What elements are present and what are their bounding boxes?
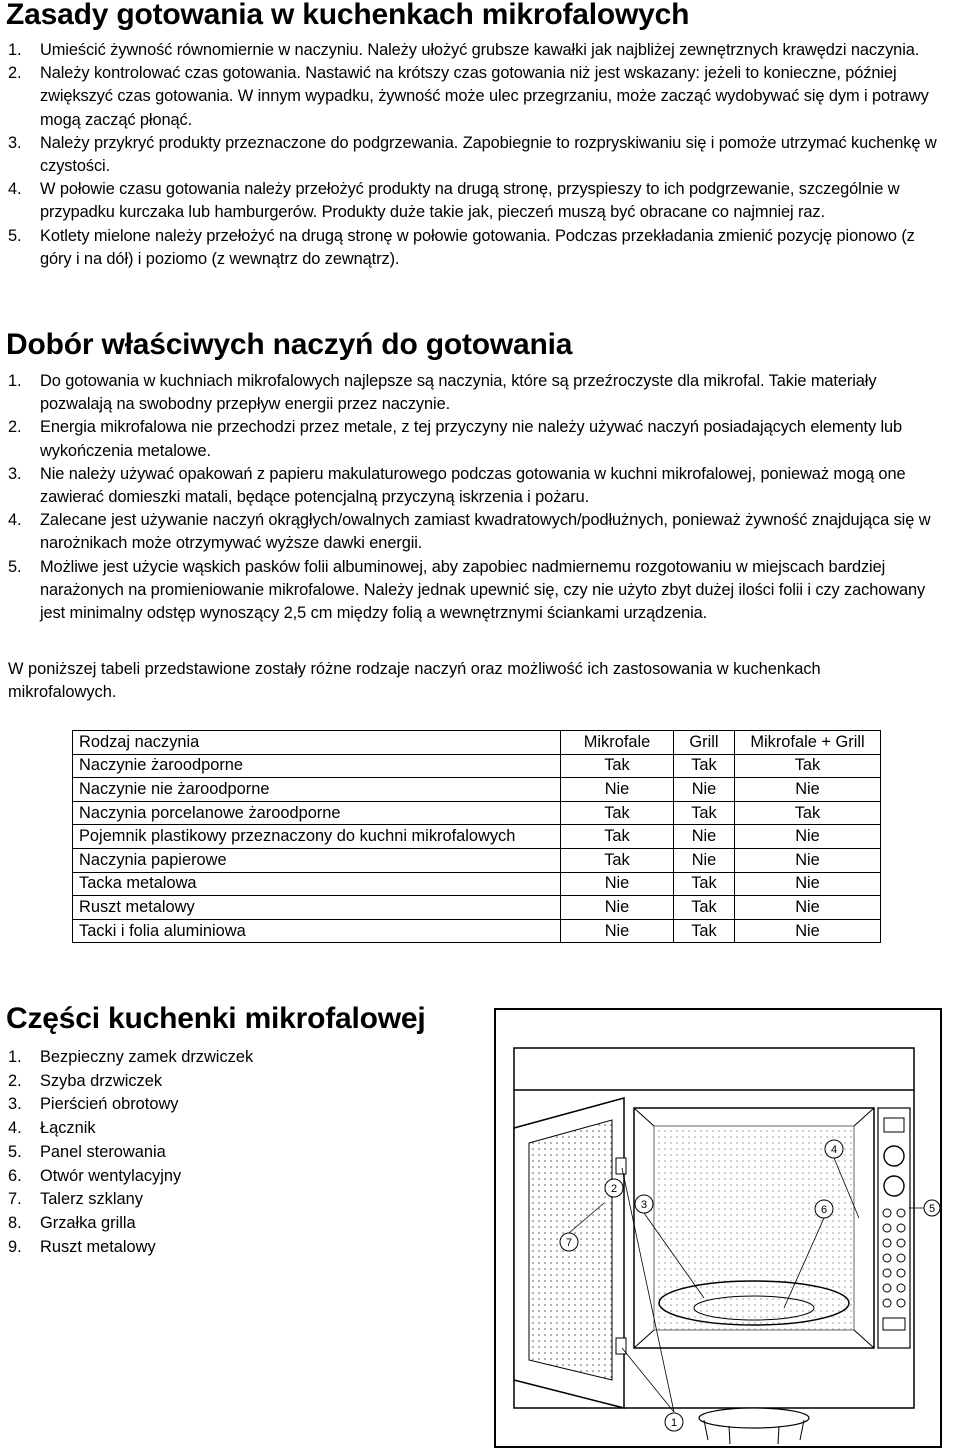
table-row bbox=[73, 896, 881, 920]
item-number: 1. bbox=[8, 1048, 22, 1066]
table-cell: Nie bbox=[561, 872, 674, 896]
table-cell: Tak bbox=[561, 848, 674, 872]
table-cell: Nie bbox=[674, 778, 735, 802]
cookware-rules-list bbox=[8, 370, 948, 625]
cookware-rule-1 bbox=[8, 370, 948, 416]
cookware-rule-3 bbox=[8, 463, 948, 509]
part-item-1 bbox=[8, 1046, 253, 1070]
table-cell: Pojemnik plastikowy przeznaczony do kuchni mikrofalowych bbox=[73, 825, 561, 849]
item-text: Pierścień obrotowy bbox=[40, 1095, 179, 1114]
table-cell: Nie bbox=[735, 896, 881, 920]
table-cell: Tak bbox=[674, 896, 735, 920]
table-cell: Tak bbox=[561, 801, 674, 825]
table-cell: Naczynia porcelanowe żaroodporne bbox=[73, 801, 561, 825]
part-item-2 bbox=[8, 1070, 253, 1094]
item-text: Należy kontrolować czas gotowania. Nastawić na krótszy czas gotowania niż jest wskazany: jeżeli to konieczne, później zwiększyć czas gotowania. W innym wypadku, żywność może ulec przegrzaniu, może zacząć wydobywać się dym i potrawy mogą zacząć płonąć. bbox=[40, 64, 929, 129]
metal-rack bbox=[699, 1408, 809, 1428]
microwave-illustration bbox=[494, 1008, 942, 1448]
callout-1: 1 bbox=[670, 1417, 678, 1429]
table-row bbox=[73, 778, 881, 802]
item-text: W połowie czasu gotowania należy przełożyć produkty na drugą stronę, przyspieszy to ich podgrzewanie, szczególnie w przypadku kurczaka lub hamburgerów. Produkty duże takie jak, pieczeń muszą być obracane co najmniej raz. bbox=[40, 180, 900, 222]
table-cell: Nie bbox=[735, 825, 881, 849]
section-title-parts: Części kuchenki mikrofalowej bbox=[6, 1002, 426, 1035]
table-cell: Nie bbox=[735, 872, 881, 896]
item-text: Zalecane jest używanie naczyń okrągłych/owalnych zamiast kwadratowych/podłużnych, ponieważ żywność znajdująca się w narożnikach może otrzymywać wyższe dawki energii. bbox=[40, 511, 931, 553]
cooking-rule-1 bbox=[8, 39, 948, 62]
item-text: Szyba drzwiczek bbox=[40, 1071, 163, 1090]
table-cell: Ruszt metalowy bbox=[73, 896, 561, 920]
table-header-cell: Rodzaj naczynia bbox=[73, 731, 561, 755]
callout-4: 4 bbox=[830, 1144, 838, 1156]
section-title-cooking-rules: Zasady gotowania w kuchenkach mikrofalowych bbox=[6, 0, 690, 31]
table-cell: Naczynie nie żaroodporne bbox=[73, 778, 561, 802]
table-cell: Nie bbox=[561, 896, 674, 920]
section-title-cookware: Dobór właściwych naczyń do gotowania bbox=[6, 328, 573, 361]
table-cell: Nie bbox=[561, 778, 674, 802]
item-text: Łącznik bbox=[40, 1119, 96, 1138]
cooking-rule-5 bbox=[8, 225, 948, 271]
cavity-back-wall bbox=[654, 1126, 854, 1330]
item-number: 1. bbox=[8, 372, 22, 390]
table-cell: Tak bbox=[561, 825, 674, 849]
item-number: 4. bbox=[8, 180, 22, 199]
table-cell: Tacki i folia aluminiowa bbox=[73, 919, 561, 943]
table-row bbox=[73, 848, 881, 872]
table-intro-text: W poniższej tabeli przedstawione zostały różne rodzaje naczyń oraz możliwość ich zastosowania w kuchenkach mikrofalowych. bbox=[8, 660, 821, 701]
cookware-rule-2 bbox=[8, 416, 948, 462]
display bbox=[884, 1118, 904, 1132]
callout-5: 5 bbox=[928, 1203, 936, 1215]
table-row bbox=[73, 872, 881, 896]
item-text: Bezpieczny zamek drzwiczek bbox=[40, 1048, 254, 1066]
item-text: Należy przykryć produkty przeznaczone do podgrzewania. Zapobiegnie to rozpryskiwaniu się i pomoże utrzymać kuchenkę w czystości. bbox=[40, 133, 937, 176]
table-cell: Naczynia papierowe bbox=[73, 848, 561, 872]
table-cell: Tak bbox=[561, 754, 674, 778]
item-number: 6. bbox=[8, 1166, 22, 1185]
part-item-6 bbox=[8, 1165, 253, 1189]
table-header-cell: Grill bbox=[674, 731, 735, 755]
item-text: Kotlety mielone należy przełożyć na drugą stronę w połowie gotowania. Podczas przekładania zmienić pozycję pionowo (z góry i na dół) i poziomo (z wewnątrz do zewnątrz). bbox=[40, 226, 915, 268]
item-number: 3. bbox=[8, 133, 22, 152]
item-number: 1. bbox=[8, 41, 22, 59]
part-item-3 bbox=[8, 1093, 253, 1117]
item-number: 4. bbox=[8, 511, 22, 530]
item-number: 9. bbox=[8, 1237, 22, 1256]
table-cell: Tak bbox=[735, 754, 881, 778]
table-row bbox=[73, 919, 881, 943]
table-cell: Nie bbox=[735, 778, 881, 802]
table-row bbox=[73, 754, 881, 778]
item-number: 5. bbox=[8, 226, 22, 245]
part-item-4 bbox=[8, 1117, 253, 1141]
callout-6: 6 bbox=[820, 1204, 828, 1216]
callout-7: 7 bbox=[565, 1237, 573, 1249]
table-cell: Tak bbox=[674, 801, 735, 825]
item-text: Nie należy używać opakowań z papieru makulaturowego podczas gotowania w kuchni mikrofalowej, ponieważ mogą one zawierać domieszki matali, będące potencjalną przyczyną iskrzenia i pożaru. bbox=[40, 464, 906, 507]
item-text: Do gotowania w kuchniach mikrofalowych najlepsze są naczynia, które są przeźroczyste dla mikrofal. Takie materiały pozwalają na swobodny przepływ energii przez naczynie. bbox=[40, 372, 877, 414]
table-cell: Nie bbox=[735, 848, 881, 872]
table-header-cell: Mikrofale bbox=[561, 731, 674, 755]
knob-top bbox=[884, 1146, 904, 1166]
item-number: 5. bbox=[8, 557, 22, 576]
item-number: 2. bbox=[8, 1071, 22, 1090]
table-cell: Nie bbox=[561, 919, 674, 943]
table-cell: Tak bbox=[674, 872, 735, 896]
table-cell: Tak bbox=[674, 754, 735, 778]
table-header-row bbox=[73, 731, 881, 755]
item-number: 4. bbox=[8, 1119, 22, 1138]
table-header-cell: Mikrofale + Grill bbox=[735, 731, 881, 755]
cookware-rule-5 bbox=[8, 556, 948, 626]
callout-3: 3 bbox=[640, 1199, 648, 1211]
microwave-top bbox=[514, 1048, 914, 1090]
item-text: Ruszt metalowy bbox=[40, 1237, 156, 1256]
table-cell: Nie bbox=[735, 919, 881, 943]
cooking-rules-list bbox=[8, 39, 948, 271]
door-latch-top bbox=[616, 1158, 626, 1174]
table-cell: Naczynie żaroodporne bbox=[73, 754, 561, 778]
item-number: 2. bbox=[8, 64, 22, 83]
item-number: 3. bbox=[8, 464, 22, 483]
item-text: Możliwe jest użycie wąskich pasków folii albuminowej, aby zapobiec nadmiernemu rozgotowaniu w miejscach bardziej narażonych na promieniowanie mikrofalowe. Należy jednak upewnić się, czy nie użyto zbyt dużej ilości folii i czy zachowany jest minimalny odstęp wynoszący 2,5 cm między folią a wewnętrznymi ściankami urządzenia. bbox=[40, 557, 926, 623]
parts-list bbox=[8, 1046, 253, 1259]
table-cell: Tak bbox=[674, 919, 735, 943]
item-text: Talerz szklany bbox=[40, 1190, 143, 1209]
cooking-rule-2 bbox=[8, 62, 948, 132]
part-item-9 bbox=[8, 1236, 253, 1260]
item-number: 2. bbox=[8, 418, 22, 437]
cooking-rule-3 bbox=[8, 132, 948, 178]
part-item-5 bbox=[8, 1141, 253, 1165]
item-text: Umieścić żywność równomiernie w naczyniu. Należy ułożyć grubsze kawałki jak najbliżej zewnętrznych krawędzi naczynia. bbox=[40, 41, 920, 59]
item-number: 8. bbox=[8, 1213, 22, 1232]
cookware-rule-4 bbox=[8, 509, 948, 555]
table-cell: Tacka metalowa bbox=[73, 872, 561, 896]
callout-2: 2 bbox=[610, 1183, 618, 1195]
item-text: Otwór wentylacyjny bbox=[40, 1166, 182, 1185]
item-text: Energia mikrofalowa nie przechodzi przez metale, z tej przyczyny nie należy używać naczyń posiadających elementy lub wykończenia metalowe. bbox=[40, 418, 903, 460]
item-text: Panel sterowania bbox=[40, 1142, 166, 1161]
table-row bbox=[73, 825, 881, 849]
item-number: 7. bbox=[8, 1190, 22, 1209]
part-item-8 bbox=[8, 1212, 253, 1236]
table-cell: Nie bbox=[674, 848, 735, 872]
cooking-rule-4 bbox=[8, 178, 948, 224]
item-text: Grzałka grilla bbox=[40, 1213, 136, 1232]
microwave-diagram bbox=[494, 1008, 942, 1448]
table-row bbox=[73, 801, 881, 825]
item-number: 3. bbox=[8, 1095, 22, 1114]
part-item-7 bbox=[8, 1188, 253, 1212]
item-number: 5. bbox=[8, 1142, 22, 1161]
cookware-table bbox=[72, 730, 881, 943]
table-cell: Tak bbox=[735, 801, 881, 825]
knob-bottom bbox=[884, 1176, 904, 1196]
table-cell: Nie bbox=[674, 825, 735, 849]
